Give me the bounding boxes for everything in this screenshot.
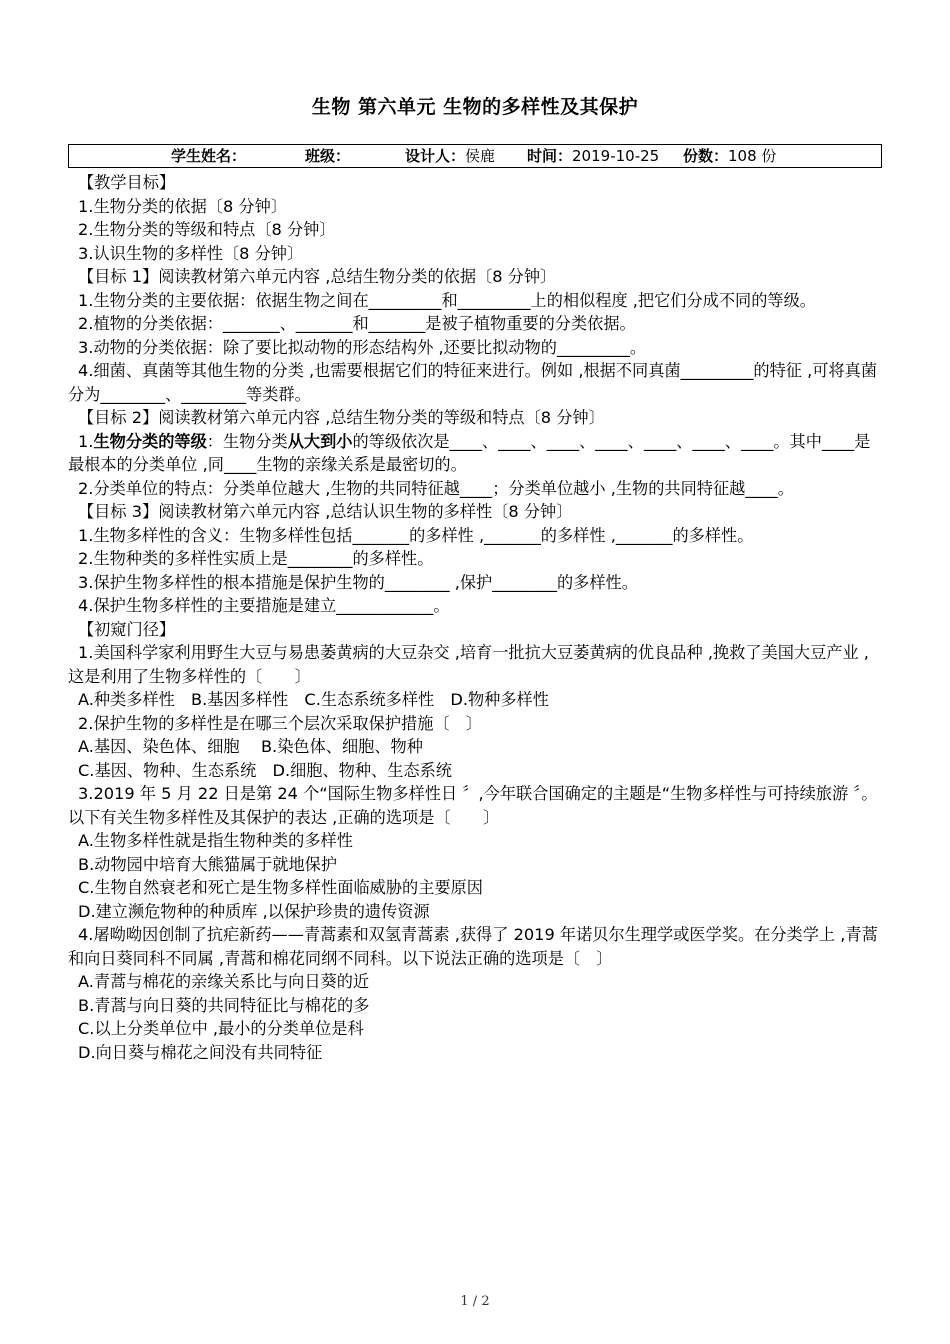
- worksheet-line: [68, 430, 882, 477]
- worksheet-line: A.种类多样性 B.基因多样性 C.生态系统多样性 D.物种多样性: [78, 690, 549, 709]
- worksheet-line: B.动物园中培育大熊猫属于就地保护: [78, 854, 338, 874]
- time-field: [527, 145, 659, 167]
- worksheet-line: 3.保护生物多样性的根本措施是保护生物的________ ,保护________的多样性。: [78, 572, 638, 592]
- line-text: ：生物分类: [206, 431, 288, 451]
- worksheet-line: 2.生物分类的等级和特点〔8 分钟〕: [78, 220, 336, 239]
- worksheet-line: 4.细菌、真菌等其他生物的分类 ,也需要根据它们的特征来进行。例如 ,根据不同真菌_________的特征 ,可将真菌分为________、________等类群。: [68, 361, 878, 404]
- page-number: 1 / 2: [460, 1294, 490, 1309]
- time-label: 时间：: [527, 147, 573, 165]
- worksheet-line: D.向日葵与棉花之间没有共同特征: [78, 1042, 323, 1062]
- worksheet-line: A.基因、染色体、细胞 B.染色体、细胞、物种: [78, 737, 423, 756]
- line-text: 1.: [78, 431, 94, 451]
- worksheet-line: 【教学目标】: [78, 173, 176, 192]
- time-value: 2019-10-25: [572, 147, 660, 165]
- worksheet-line: D.建立濒危物种的种质库 ,以保护珍贵的遗传资源: [78, 901, 430, 921]
- worksheet-line: 3.认识生物的多样性〔8 分钟〕: [78, 243, 304, 263]
- copies-field: [683, 145, 776, 167]
- bold-term: 从大到小: [287, 431, 353, 451]
- designer-value: 侯鹿: [465, 147, 496, 165]
- worksheet-line: A.青蒿与棉花的亲缘关系比与向日葵的近: [78, 972, 370, 991]
- worksheet-line: 1.生物分类的依据〔8 分钟〕: [78, 196, 287, 216]
- worksheet-line: 1.生物多样性的含义：生物多样性包括_______的多样性 ,_______的多样性 ,_______的多样性。: [78, 525, 754, 545]
- bold-term: 生物分类的等级: [93, 431, 207, 451]
- class-label: 班级：: [305, 147, 351, 165]
- worksheet-line: 3.动物的分类依据：除了要比拟动物的形态结构外 ,还要比拟动物的_________。: [78, 337, 647, 357]
- worksheet-line: 2.生物种类的多样性实质上是________的多样性。: [78, 549, 434, 568]
- page-title: 生物 第六单元 生物的多样性及其保护: [311, 96, 639, 118]
- worksheet-line: 【目标 1】阅读教材第六单元内容 ,总结生物分类的依据〔8 分钟〕: [78, 267, 557, 286]
- worksheet-line: 4.保护生物多样性的主要措施是建立____________。: [78, 596, 450, 615]
- student-info-box: [68, 144, 882, 168]
- worksheet-line: 【目标 2】阅读教材第六单元内容 ,总结生物分类的等级和特点〔8 分钟〕: [78, 408, 605, 427]
- worksheet-line: C.生物自然衰老和死亡是生物多样性面临威胁的主要原因: [78, 878, 483, 897]
- line-text: 的等级依次是____、____、____、____、____、____、____。其中____是最根本的分类单位 ,同____生物的亲缘关系是最密切的。: [68, 431, 871, 474]
- worksheet-body: [68, 171, 882, 1064]
- copies-label: 份数：: [683, 147, 729, 165]
- worksheet-line: 2.保护生物的多样性是在哪三个层次采取保护措施〔 〕: [78, 713, 482, 733]
- worksheet-line: A.生物多样性就是指生物种类的多样性: [78, 831, 353, 850]
- worksheet-line: C.基因、物种、生态系统 D.细胞、物种、生态系统: [78, 760, 452, 780]
- worksheet-line: 1.生物分类的主要依据：依据生物之间在_________和_________上的相似程度 ,把它们分成不同的等级。: [78, 290, 816, 310]
- worksheet-line: 【目标 3】阅读教材第六单元内容 ,总结认识生物的多样性〔8 分钟〕: [78, 502, 573, 521]
- worksheet-line: B.青蒿与向日葵的共同特征比与棉花的多: [78, 995, 370, 1015]
- worksheet-line: 4.屠呦呦因创制了抗疟新药——青蒿素和双氢青蒿素 ,获得了 2019 年诺贝尔生理学或医学奖。在分类学上 ,青蒿和向日葵同科不同属 ,青蒿和棉花同纲不同科。以下说法正确的选项是〔 〕: [68, 925, 878, 968]
- designer-label: 设计人：: [405, 147, 466, 165]
- worksheet-line: C.以上分类单位中 ,最小的分类单位是科: [78, 1019, 364, 1038]
- worksheet-line: 3.2019 年 5 月 22 日是第 24 个“国际生物多样性日 〞,今年联合国确定的主题是“生物多样性与可持续旅游 〞。以下有关生物多样性及其保护的表达 ,正确的选项是〔 〕: [68, 784, 878, 827]
- student-name-label: 学生姓名：: [171, 147, 247, 165]
- worksheet-line: 1.美国科学家利用野生大豆与易患萎黄病的大豆杂交 ,培育一批抗大豆萎黄病的优良品种 ,挽救了美国大豆产业 ,这是利用了生物多样性的〔 〕: [68, 643, 869, 686]
- copies-value: 108 份: [728, 147, 777, 165]
- worksheet-line: 2.分类单位的特点：分类单位越大 ,生物的共同特征越____；分类单位越小 ,生物的共同特征越____。: [78, 478, 794, 498]
- designer-field: [405, 145, 495, 167]
- worksheet-line: 【初窥门径】: [78, 619, 176, 639]
- worksheet-line: 2.植物的分类依据：_______、_______和_______是被子植物重要的分类依据。: [78, 314, 636, 333]
